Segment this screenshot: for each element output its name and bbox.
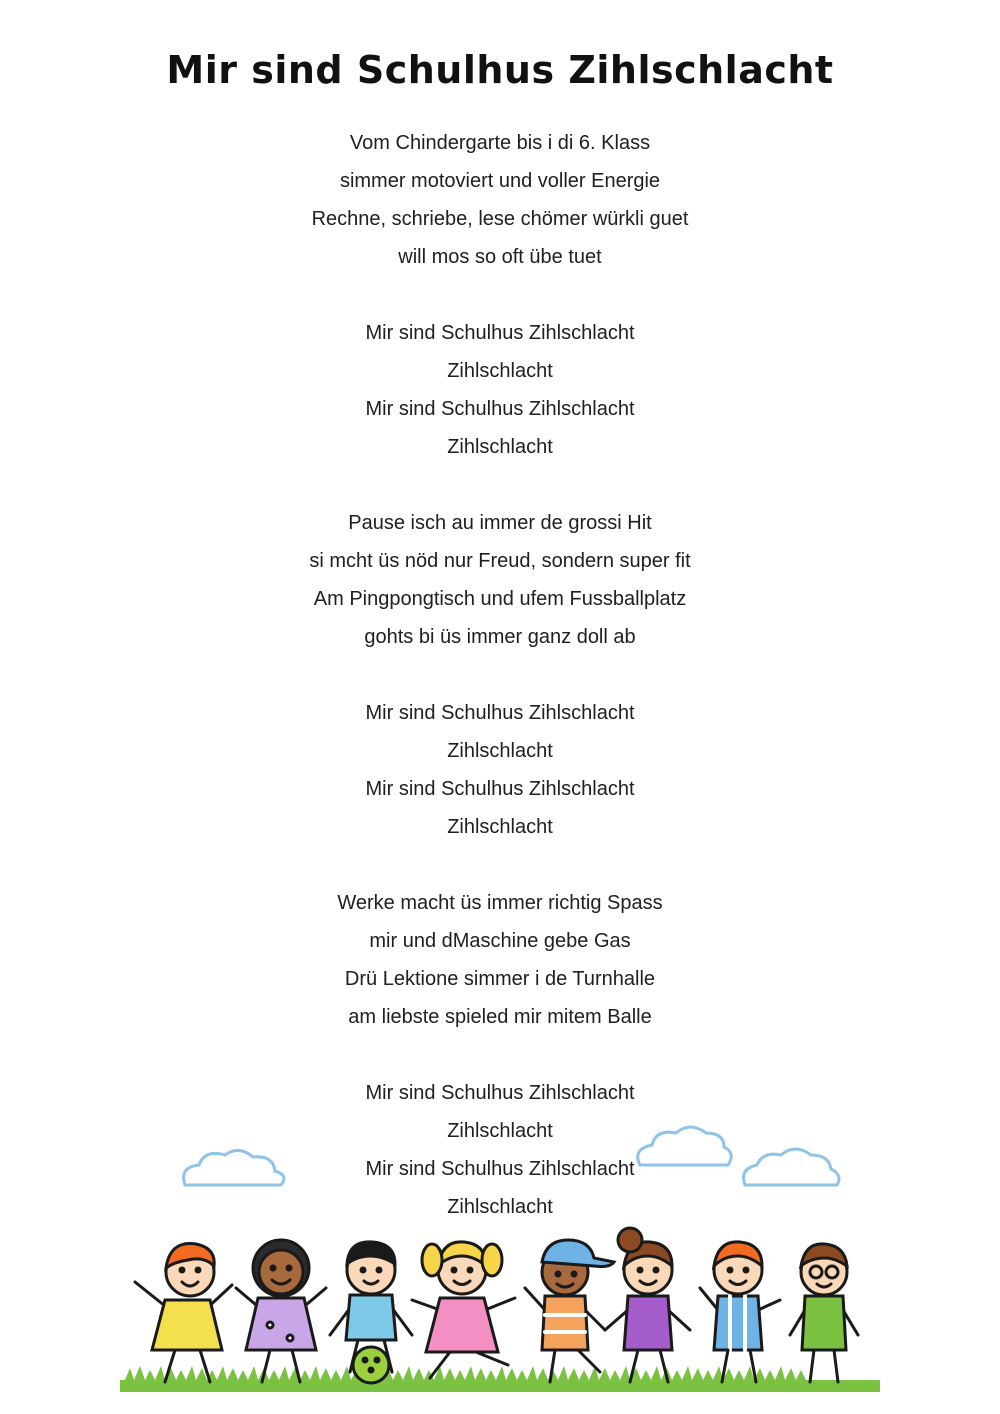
lyric-line: Pause isch au immer de grossi Hit	[348, 512, 652, 534]
child-figure-icon	[525, 1240, 614, 1382]
lyric-line: Zihlschlacht	[447, 436, 553, 458]
playing-children-illustration	[0, 1110, 1000, 1414]
lyric-line: Mir sind Schulhus Zihlschlacht	[365, 778, 635, 800]
cloud-icon	[638, 1127, 731, 1165]
lyric-line: Mir sind Schulhus Zihlschlacht	[365, 322, 635, 344]
lyric-line: Werke macht üs immer richtig Spass	[337, 892, 663, 914]
lyric-line: Mir sind Schulhus Zihlschlacht	[365, 1158, 635, 1180]
cloud-icon	[744, 1149, 840, 1185]
lyric-line: Zihlschlacht	[447, 816, 553, 838]
verse-2	[0, 504, 1000, 656]
lyric-line: gohts bi üs immer ganz doll ab	[364, 626, 636, 648]
lyric-line: simmer motoviert und voller Energie	[339, 170, 661, 192]
child-figure-icon	[700, 1242, 780, 1382]
lyric-line: Mir sind Schulhus Zihlschlacht	[365, 702, 635, 724]
child-figure-icon	[790, 1244, 858, 1382]
child-figure-icon	[412, 1242, 515, 1378]
cloud-icon	[184, 1150, 284, 1185]
lyric-line: si mcht üs nöd nur Freud, sondern super fit	[309, 550, 691, 572]
lyric-line: Rechne, schriebe, lese chömer würkli guet	[311, 208, 689, 230]
lyric-line: Vom Chindergarte bis i di 6. Klass	[349, 132, 651, 154]
lyric-line: Zihlschlacht	[447, 1196, 553, 1218]
chorus-1	[0, 314, 1000, 466]
child-figure-icon	[605, 1228, 690, 1382]
lyric-line: am liebste spieled mir mitem Balle	[348, 1006, 652, 1028]
child-figure-icon	[135, 1244, 232, 1383]
child-figure-icon	[236, 1240, 326, 1382]
chorus-2	[0, 694, 1000, 846]
lyric-line: Zihlschlacht	[447, 1120, 553, 1142]
lyrics	[0, 124, 1000, 1264]
lyric-line: mir und dMaschine gebe Gas	[369, 930, 631, 952]
lyric-line: Drü Lektione simmer i de Turnhalle	[344, 968, 656, 990]
lyric-line: will mos so oft übe tuet	[398, 246, 602, 268]
grass-icon	[120, 1366, 880, 1392]
lyric-line: Mir sind Schulhus Zihlschlacht	[365, 398, 635, 420]
page-title: Mir sind Schulhus Zihlschlacht	[166, 48, 834, 92]
child-figure-icon	[330, 1242, 412, 1383]
lyric-line: Zihlschlacht	[447, 740, 553, 762]
verse-3	[0, 884, 1000, 1036]
lyric-line: Zihlschlacht	[447, 360, 553, 382]
lyric-line: Mir sind Schulhus Zihlschlacht	[365, 1082, 635, 1104]
lyric-line: Am Pingpongtisch und ufem Fussballplatz	[313, 588, 687, 610]
verse-1	[0, 124, 1000, 276]
